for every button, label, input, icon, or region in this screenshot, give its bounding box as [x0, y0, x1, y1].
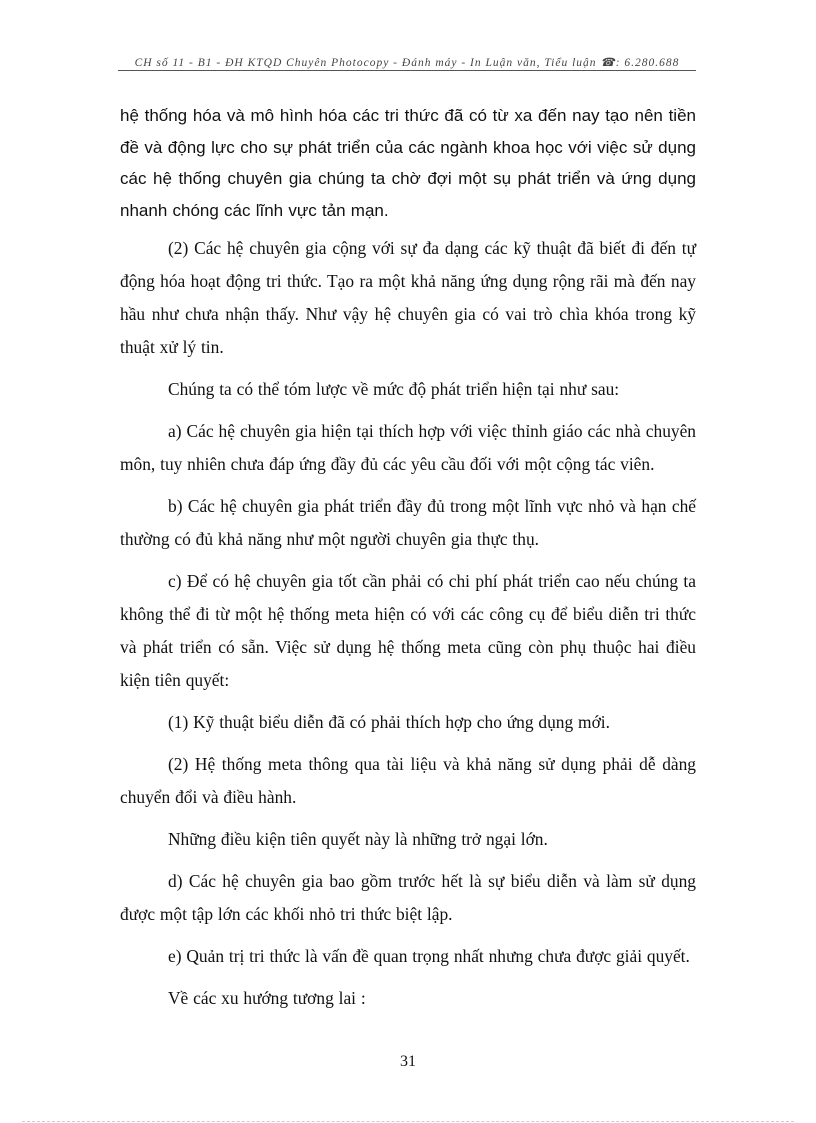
page-bottom-edge: [22, 1121, 794, 1122]
paragraph-future-trends: Về các xu hướng tương lai :: [168, 988, 366, 1008]
header-divider: [118, 70, 696, 71]
paragraph-continuation: hệ thống hóa và mô hình hóa các tri thức đã có từ xa đến nay tạo nên tiền đề và động lực cho sự phát triển của các ngành khoa học với việc sử dụng các hệ thống chuyên gia chúng ta chờ đợi một sụ phát triển và ứng dụng nhanh chóng các lĩnh vực tản mạn.: [120, 106, 696, 220]
paragraph-condition-1: (1) Kỹ thuật biểu diễn đã có phải thích hợp cho ứng dụng mới.: [168, 712, 610, 732]
paragraph-item-b: b) Các hệ chuyên gia phát triển đầy đủ trong một lĩnh vực nhỏ và hạn chế thường có đủ khả năng như một người chuyên gia thực thụ.: [120, 496, 696, 549]
body-text: [120, 100, 696, 1015]
paragraph-summary-intro: Chúng ta có thể tóm lược về mức độ phát triển hiện tại như sau:: [168, 379, 620, 399]
paragraph-condition-2: (2) Hệ thống meta thông qua tài liệu và khả năng sử dụng phải dễ dàng chuyển đổi và điều hành.: [120, 754, 696, 807]
running-header: CH số 11 - B1 - ĐH KTQD Chuyên Photocopy - Đánh máy - In Luận văn, Tiểu luận ☎: 6.280.688: [134, 57, 680, 69]
page-number: 31: [400, 1053, 416, 1070]
paragraph-point-2: (2) Các hệ chuyên gia cộng với sự đa dạng các kỹ thuật đã biết đi đến tự động hóa hoạt động tri thức. Tạo ra một khả năng ứng dụng rộng rãi mà đến nay hầu như chưa nhận thấy. Như vậy hệ chuyên gia có vai trò chìa khóa trong kỹ thuật xử lý tin.: [120, 238, 696, 357]
paragraph-item-c: c) Để có hệ chuyên gia tốt cần phải có chi phí phát triển cao nếu chúng ta không thể đi từ một hệ thống meta hiện có với các công cụ để biểu diễn tri thức và phát triển có sẵn. Việc sử dụng hệ thống meta cũng còn phụ thuộc hai điều kiện tiên quyết:: [120, 571, 696, 690]
paragraph-item-e: e) Quản trị tri thức là vấn đề quan trọng nhất nhưng chưa được giải quyết.: [168, 946, 690, 966]
paragraph-obstacles: Những điều kiện tiên quyết này là những trở ngại lớn.: [168, 829, 548, 849]
paragraph-item-a: a) Các hệ chuyên gia hiện tại thích hợp với việc thỉnh giáo các nhà chuyên môn, tuy nhiên chưa đáp ứng đầy đủ các yêu cầu đối với một cộng tác viên.: [120, 421, 696, 474]
paragraph-item-d: d) Các hệ chuyên gia bao gồm trước hết là sự biểu diễn và làm sử dụng được một tập lớn các khối nhỏ tri thức biệt lập.: [120, 871, 696, 924]
